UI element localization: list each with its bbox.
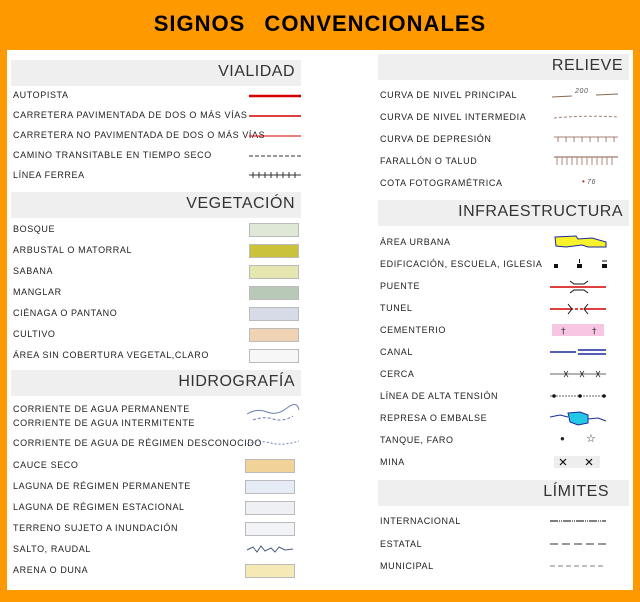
state-boundary-symbol (550, 541, 608, 547)
legend-row-alta-tension (374, 387, 633, 407)
legend-label: CURVA DE NIVEL INTERMEDIA (380, 112, 527, 122)
floodland-swatch (245, 522, 295, 536)
savanna-swatch (249, 265, 299, 279)
mine-symbol (554, 455, 602, 469)
legend-row-arbustal (7, 241, 305, 261)
section-header-infraestructura (378, 200, 629, 226)
legend-label: LÍNEA DE ALTA TENSIÓN (380, 391, 499, 401)
legend-row-cota (374, 174, 633, 194)
lighthouse-star-icon: ☆ (586, 433, 597, 445)
legend-row-camino (7, 146, 305, 166)
bridge-symbol (550, 278, 608, 296)
section-header-limites (378, 480, 629, 506)
cliff-symbol (554, 154, 620, 168)
legend-label: INTERNACIONAL (380, 516, 461, 526)
page-title: SIGNOS CONVENCIONALES (153, 11, 487, 36)
section-header-vialidad (11, 60, 301, 86)
legend-label: AUTOPISTA (13, 90, 69, 100)
legend-label: CAMINO TRANSITABLE EN TIEMPO SECO (13, 150, 212, 160)
lagoon-seasonal-swatch (245, 501, 295, 515)
railway-symbol (249, 169, 301, 181)
legend-row-farallon (374, 152, 633, 172)
clearing-swatch (249, 349, 299, 363)
legend-row-salto (7, 540, 305, 560)
legend-label: CARRETERA NO PAVIMENTADA DE DOS O MÁS VÍAS (13, 130, 266, 140)
reservoir-symbol (550, 409, 608, 429)
contour-value: 200 (575, 88, 589, 95)
elevation-value: 76 (587, 179, 596, 186)
unknown-stream-symbol (245, 438, 301, 448)
legend-label: LÍNEA FERREA (13, 170, 85, 180)
legend-row-corriente-desconocido (7, 434, 305, 454)
tank-icon: ● (560, 434, 566, 443)
depression-contour-symbol (554, 132, 620, 146)
legend-label: ARENA O DUNA (13, 565, 89, 575)
legend-label: LAGUNA DE RÉGIMEN PERMANENTE (13, 481, 191, 491)
building-school-church-symbol (552, 258, 616, 272)
section-title-hidrografia: HIDROGRAFÍA (178, 373, 295, 390)
legend-row-autopista (7, 86, 305, 106)
stream-symbol (245, 402, 301, 432)
legend-label: FARALLÓN O TALUD (380, 156, 478, 166)
legend-label: ÁREA URBANA (380, 237, 451, 247)
dry-season-road-symbol (249, 152, 301, 160)
legend-row-laguna-estacional (7, 498, 305, 518)
legend-label: SABANA (13, 266, 54, 276)
legend-row-manglar (7, 283, 305, 303)
sand-swatch (245, 564, 295, 578)
legend-label: SALTO, RAUDAL (13, 544, 91, 554)
legend-row-cauce-seco (7, 456, 305, 476)
legend-row-puente (374, 277, 633, 297)
legend-row-linea-ferrea (7, 166, 305, 186)
legend-label: CORRIENTE DE AGUA PERMANENTE (13, 404, 190, 414)
section-title-relieve: RELIEVE (551, 57, 623, 74)
legend-label: BOSQUE (13, 224, 56, 234)
legend-row-terreno-inundacion (7, 519, 305, 539)
swamp-swatch (249, 307, 299, 321)
svg-text:†: † (561, 327, 566, 337)
legend-label: CERCA (380, 369, 415, 379)
urban-area-symbol (552, 234, 610, 250)
legend-row-represa (374, 409, 633, 429)
legend-row-area-urbana (374, 233, 633, 253)
legend-label: CEMENTERIO (380, 325, 447, 335)
legend-label: ARBUSTAL O MATORRAL (13, 245, 133, 255)
legend-row-carretera-no-pavimentada (7, 126, 305, 146)
legend-label: CULTIVO (13, 329, 56, 339)
legend-label: REPRESA O EMBALSE (380, 413, 488, 423)
legend-label: CORRIENTE DE AGUA DE RÉGIMEN DESCONOCIDO (13, 438, 263, 448)
legend-label: CANAL (380, 347, 414, 357)
legend-label: CURVA DE NIVEL PRINCIPAL (380, 90, 518, 100)
mangrove-swatch (249, 286, 299, 300)
section-title-limites: LÍMITES (543, 483, 609, 500)
legend-label: LAGUNA DE RÉGIMEN ESTACIONAL (13, 502, 185, 512)
fence-symbol (550, 368, 608, 380)
legend-label: CAUCE SECO (13, 460, 79, 470)
paved-road-symbol (249, 112, 301, 120)
elevation-dot-icon: • (582, 177, 586, 186)
legend-row-edificacion (374, 255, 633, 275)
left-legend-panel (7, 50, 305, 590)
highway-symbol (249, 92, 301, 100)
legend-row-curva-intermedia (374, 108, 633, 128)
legend-label: TANQUE, FARO (380, 435, 454, 445)
tunnel-symbol (550, 301, 608, 317)
legend-label: TUNEL (380, 303, 413, 313)
section-header-vegetacion (11, 192, 301, 218)
legend-row-curva-depresion (374, 130, 633, 150)
shrub-swatch (249, 244, 299, 258)
dry-bed-swatch (245, 459, 295, 473)
legend-row-cienaga (7, 304, 305, 324)
legend-row-internacional (374, 512, 633, 532)
section-header-relieve (378, 54, 629, 80)
legend-label: EDIFICACIÓN, ESCUELA, IGLESIA (380, 259, 543, 269)
legend-row-cultivo (7, 325, 305, 345)
legend-row-tanque-faro (374, 431, 633, 451)
legend-row-estatal (374, 535, 633, 555)
legend-row-municipal (374, 557, 633, 577)
international-boundary-symbol (550, 518, 608, 524)
legend-row-canal (374, 343, 633, 363)
legend-label: CURVA DE DEPRESIÓN (380, 134, 492, 144)
legend-row-mina (374, 453, 633, 473)
legend-label: ÁREA SIN COBERTURA VEGETAL,CLARO (13, 350, 209, 360)
right-legend-panel (374, 50, 633, 590)
legend-label: MANGLAR (13, 287, 62, 297)
legend-label: CIÉNAGA O PANTANO (13, 308, 118, 318)
canal-symbol (550, 347, 608, 357)
section-header-hidrografia (11, 370, 301, 396)
section-title-vegetacion: VEGETACIÓN (186, 195, 295, 212)
legend-row-arena (7, 561, 305, 581)
legend-label: TERRENO SUJETO A INUNDACIÓN (13, 523, 179, 533)
legend-label: CARRETERA PAVIMENTADA DE DOS O MÁS VÍAS (13, 110, 248, 120)
legend-row-carretera-pavimentada (7, 106, 305, 126)
intermediate-contour-symbol (554, 112, 620, 122)
legend-row-sabana (7, 262, 305, 282)
lagoon-permanent-swatch (245, 480, 295, 494)
municipal-boundary-symbol (550, 563, 608, 569)
legend-row-cementerio (374, 321, 633, 341)
legend-label: ESTATAL (380, 539, 423, 549)
section-title-vialidad: VIALIDAD (218, 63, 295, 80)
crop-swatch (249, 328, 299, 342)
legend-row-laguna-permanente (7, 477, 305, 497)
svg-text:†: † (592, 327, 597, 337)
legend-row-cerca (374, 365, 633, 385)
section-title-infraestructura: INFRAESTRUCTURA (458, 203, 623, 220)
column-gap (305, 50, 374, 590)
unpaved-road-symbol (249, 132, 301, 140)
legend-row-curva-principal (374, 86, 633, 106)
legend-label: MINA (380, 457, 405, 467)
legend-label: MUNICIPAL (380, 561, 434, 571)
power-line-symbol (550, 390, 608, 402)
legend-label: COTA FOTOGRAMÉTRICA (380, 178, 503, 188)
legend-row-bosque (7, 220, 305, 240)
legend-label: CORRIENTE DE AGUA INTERMITENTE (13, 418, 196, 428)
rapids-symbol (245, 542, 297, 556)
legend-row-area-sin-cobertura (7, 346, 305, 366)
forest-swatch (249, 223, 299, 237)
legend-row-tunel (374, 299, 633, 319)
legend-label: PUENTE (380, 281, 421, 291)
cemetery-symbol (552, 323, 606, 337)
